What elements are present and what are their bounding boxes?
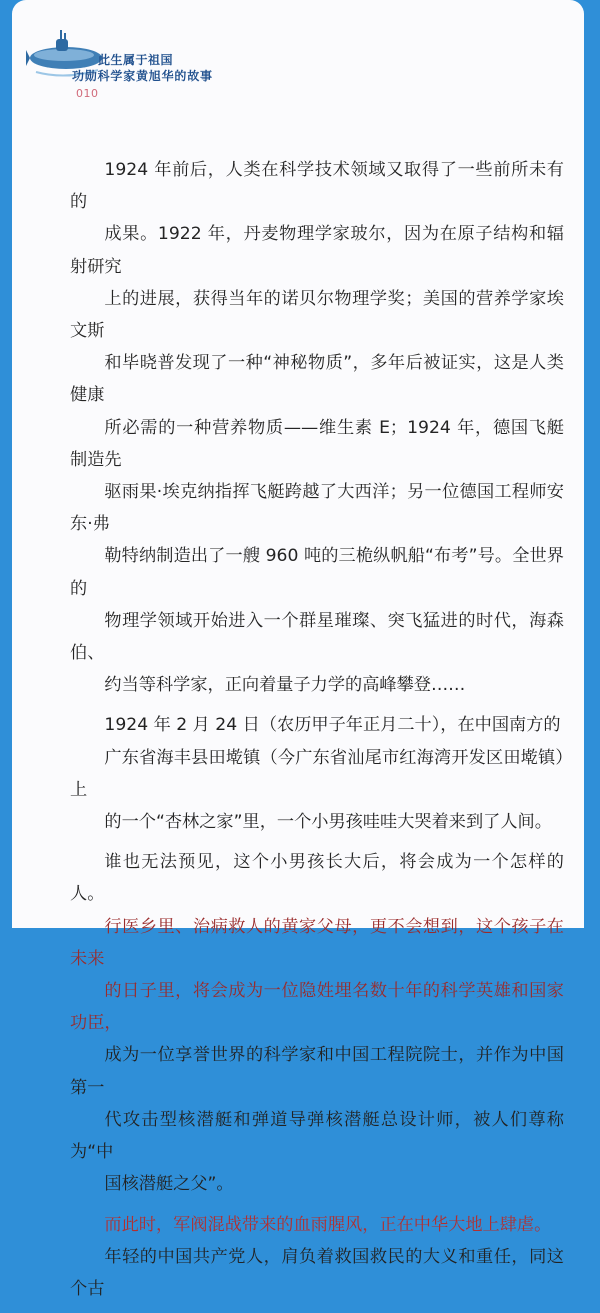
text-line: 代攻击型核潜艇和弹道导弹核潜艇总设计师，被人们尊称为“中 [70, 1109, 564, 1163]
body-text [70, 154, 564, 1313]
text-line: 和毕晓普发现了一种“神秘物质”，多年后被证实，这是人类健康 [70, 353, 564, 406]
paragraph [70, 709, 564, 838]
page-number: 010 [76, 87, 99, 100]
text-line: 国核潜艇之父”。 [104, 1174, 234, 1195]
paragraph [70, 846, 564, 1200]
text-line: 驱雨果·埃克纳指挥飞艇跨越了大西洋；另一位德国工程师安东·弗 [70, 482, 564, 535]
text-line: 成为一位享誉世界的科学家和中国工程院院士，并作为中国第一 [70, 1045, 564, 1098]
page-header [12, 0, 584, 110]
text-line: 1924 年 2 月 24 日（农历甲子年正月二十），在中国南方的 [104, 715, 561, 736]
paragraph [70, 154, 564, 701]
text-line: 的一个“杏林之家”里，一个小男孩哇哇大哭着来到了人间。 [104, 812, 552, 833]
text-line: 物理学领域开始进入一个群星璀璨、突飞猛进的时代，海森伯、 [70, 610, 564, 664]
series-title: 此生属于祖国 [98, 53, 174, 67]
text-line: 上的进展，获得当年的诺贝尔物理学奖；美国的营养学家埃文斯 [70, 288, 564, 342]
book-title: 功勋科学家黄旭华的故事 [72, 69, 213, 83]
text-line: 行医乡里、治病救人的黄家父母，更不会想到，这个孩子在未来 [70, 916, 564, 969]
text-line: 所必需的一种营养物质——维生素 E；1924 年，德国飞艇制造先 [70, 417, 564, 470]
text-line: 谁也无法预见，这个小男孩长大后，将会成为一个怎样的人。 [70, 852, 564, 905]
paragraph [70, 1209, 564, 1306]
text-line: 的日子里，将会成为一位隐姓埋名数十年的科学英雄和国家功臣， [70, 981, 564, 1034]
text-line: 广东省海丰县田墘镇（今广东省汕尾市红海湾开发区田墘镇）上 [70, 747, 564, 800]
text-line: 约当等科学家，正向着量子力学的高峰攀登…… [104, 675, 466, 696]
text-line: 勒特纳制造出了一艘 960 吨的三桅纵帆船“布考”号。全世界的 [70, 546, 564, 599]
book-page [12, 0, 584, 1299]
text-line: 而此时，军阀混战带来的血雨腥风，正在中华大地上肆虐。 [104, 1214, 552, 1235]
text-line: 成果。1922 年，丹麦物理学家玻尔，因为在原子结构和辐射研究 [70, 224, 564, 277]
text-line: 1924 年前后，人类在科学技术领域又取得了一些前所未有的 [70, 160, 564, 213]
text-line: 年轻的中国共产党人，肩负着救国救民的大义和重任，同这个古 [70, 1246, 564, 1299]
